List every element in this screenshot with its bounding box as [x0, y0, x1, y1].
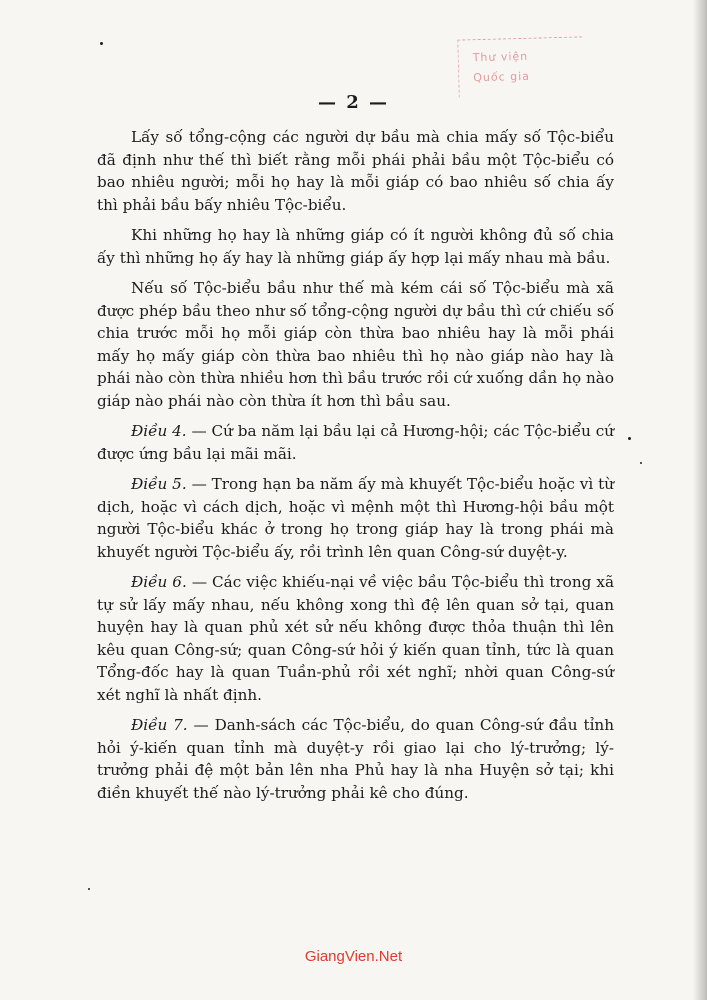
page-number: — 2 — — [318, 92, 390, 113]
paragraph-2 — [97, 224, 614, 269]
site-watermark: GiangVien.Net — [304, 948, 403, 965]
article-7 — [97, 714, 614, 804]
article-label: Điều 7. — [131, 716, 188, 734]
paragraph-1 — [97, 126, 614, 216]
page-edge-shadow — [693, 0, 707, 1000]
paragraph-text: — Danh-sách các Tộc-biểu, do quan Công-sứ đầu tỉnh hỏi ý-kiến quan tỉnh mà duyệt-y rồi giao lại cho lý-trưởng; lý-trưởng phải đệ một bản lên nha Phủ hay là nha Huyện sở tại; khi điền khuyết thế nào lý-trưởng phải kê cho đúng. — [97, 716, 614, 802]
article-label: Điều 6. — [131, 573, 187, 591]
article-label: Điều 5. — [131, 475, 187, 493]
article-label: Điều 4. — [131, 422, 187, 440]
paragraph-text: Khi những họ hay là những giáp có ít người không đủ số chia ấy thì những họ ấy hay là những giáp ấy hợp lại mấy nhau mà bầu. — [97, 226, 614, 267]
paragraph-text: Lấy số tổng-cộng các người dự bầu mà chia mấy số Tộc-biểu đã định như thế thì biết rằng mỗi phái phải bầu một Tộc-biểu có bao nhiêu người; mỗi họ hay là mỗi giáp có bao nhiêu số chia ấy thì phải bầu bấy nhiêu Tộc-biểu. — [97, 128, 614, 214]
scan-speck — [100, 42, 103, 45]
article-4 — [97, 420, 614, 465]
paragraph-text: — Trong hạn ba năm ấy mà khuyết Tộc-biểu hoặc vì từ dịch, hoặc vì cách dịch, hoặc vì mệnh một thì Hương-hội bầu một người Tộc-biểu khác ở trong họ trong giáp hay là trong phái mà khuyết người Tộc-biểu ấy, rồi trình lên quan Công-sứ duyệt-y. — [97, 475, 614, 561]
scan-speck — [640, 462, 642, 464]
library-stamp — [457, 36, 583, 97]
stamp-line-2: Quốc gia — [473, 69, 531, 85]
article-5 — [97, 473, 614, 563]
paragraph-3 — [97, 277, 614, 412]
article-6 — [97, 571, 614, 706]
scan-speck — [88, 888, 90, 890]
scan-speck — [628, 437, 631, 440]
paragraph-text: — Các việc khiếu-nại về việc bầu Tộc-biểu thì trong xã tự sử lấy mấy nhau, nếu không xong thì đệ lên quan sở tại, quan huyện hay là quan phủ xét sử nếu không được thỏa thuận thì lên kêu quan Công-sứ; quan Công-sứ hỏi ý kiến quan tỉnh, tức là quan Tổng-đốc hay là quan Tuần-phủ rồi xét nghĩ; nhời quan Công-sứ xét nghĩ là nhất định. — [97, 573, 614, 704]
paragraph-text: — Cứ ba năm lại bầu lại cả Hương-hội; các Tộc-biểu cứ được ứng bầu lại mãi mãi. — [97, 422, 615, 463]
stamp-line-1: Thư viện — [472, 49, 529, 65]
paragraph-text: Nếu số Tộc-biểu bầu như thế mà kém cái số Tộc-biểu mà xã được phép bầu theo như số tổng-cộng người dự bầu thì cứ chiếu số chia trước mỗi họ mỗi giáp còn thừa bao nhiêu hay là mỗi phái mấy họ mấy giáp còn thừa bao nhiêu thì họ nào giáp nào hay là phái nào còn thừa nhiều hơn thì bầu trước rồi cứ xuống dần họ nào giáp nào phái nào còn thừa ít hơn thì bầu sau. — [97, 279, 614, 410]
body-text — [97, 126, 614, 812]
